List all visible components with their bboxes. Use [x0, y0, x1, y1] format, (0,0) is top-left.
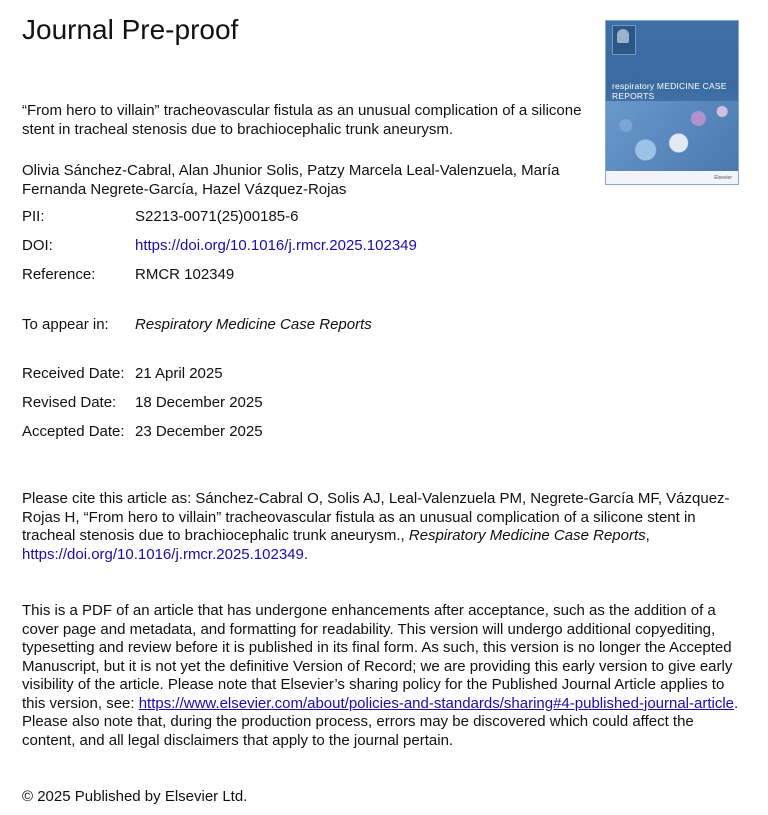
reference-value: RMCR 102349	[135, 266, 235, 283]
citation-end: .	[303, 545, 309, 563]
appear-in-value: Respiratory Medicine Case Reports	[135, 316, 372, 333]
pii-label: PII:	[22, 208, 45, 225]
revised-date-value: 18 December 2025	[135, 394, 263, 411]
doi-link[interactable]: https://doi.org/10.1016/j.rmcr.2025.102349	[135, 237, 417, 254]
article-authors: Olivia Sánchez-Cabral, Alan Jhunior Solis, Patzy Marcela Leal-Valenzuela, María Fernanda Negrete-García, Hazel Vázquez-Rojas	[22, 162, 560, 198]
reference-label: Reference:	[22, 266, 96, 283]
cover-journal-name: respiratory MEDICINE CASE REPORTS	[612, 81, 727, 101]
notice-text-2: . Please also note that, during the production process, errors may be discovered which could affect the content, and all legal disclaimers that apply to the journal pertain.	[22, 694, 739, 749]
copyright-notice: © 2025 Published by Elsevier Ltd.	[22, 788, 248, 805]
tree-icon	[617, 29, 629, 43]
accepted-date-label: Accepted Date:	[22, 423, 125, 440]
cover-publisher: Elsevier	[714, 175, 732, 181]
article-title: “From hero to villain” tracheovascular fistula as an unusual complication of a silicone stent in tracheal stenosis due to brachiocephalic trunk aneurysm.	[22, 102, 582, 138]
citation-journal: Respiratory Medicine Case Reports	[408, 527, 646, 544]
notice-paragraph	[22, 602, 747, 750]
pii-value: S2213-0071(25)00185-6	[135, 208, 299, 225]
revised-date-label: Revised Date:	[22, 394, 117, 411]
citation-sep: ,	[645, 527, 650, 544]
citation-paragraph	[22, 490, 747, 564]
appear-in-label: To appear in:	[22, 316, 109, 333]
page-title: Journal Pre-proof	[22, 14, 239, 45]
citation-doi-link[interactable]: https://doi.org/10.1016/j.rmcr.2025.102349	[22, 545, 304, 563]
journal-cover-image	[605, 20, 739, 185]
doi-label: DOI:	[22, 237, 53, 254]
notice-text-1: This is a PDF of an article that has undergone enhancements after acceptance, such as the addition of a cover page and metadata, and formatting for readability. This version will undergo additional copyediting, typesetting and review before it is published in its final form. As such, this version is no longer the Accepted Manuscript, but it is not yet the definitive Version of Record; we are providing this early version to give early visibility of the article. Please note that Elsevier’s sharing policy for the Published Journal Article applies to this version, see:	[22, 602, 733, 712]
cover-microscopy-image	[606, 101, 738, 171]
received-date-label: Received Date:	[22, 365, 125, 382]
accepted-date-value: 23 December 2025	[135, 423, 263, 440]
sharing-policy-link[interactable]: https://www.elsevier.com/about/policies-and-standards/sharing#4-published-journal-article	[138, 694, 735, 712]
citation-text: Please cite this article as: Sánchez-Cabral O, Solis AJ, Leal-Valenzuela PM, Negrete-García MF, Vázquez-Rojas H, “From hero to villain” tracheovascular fistula as an unusual complication of a silicone stent in tracheal stenosis due to brachiocephalic trunk aneurysm.,	[22, 490, 730, 544]
received-date-value: 21 April 2025	[135, 365, 223, 382]
